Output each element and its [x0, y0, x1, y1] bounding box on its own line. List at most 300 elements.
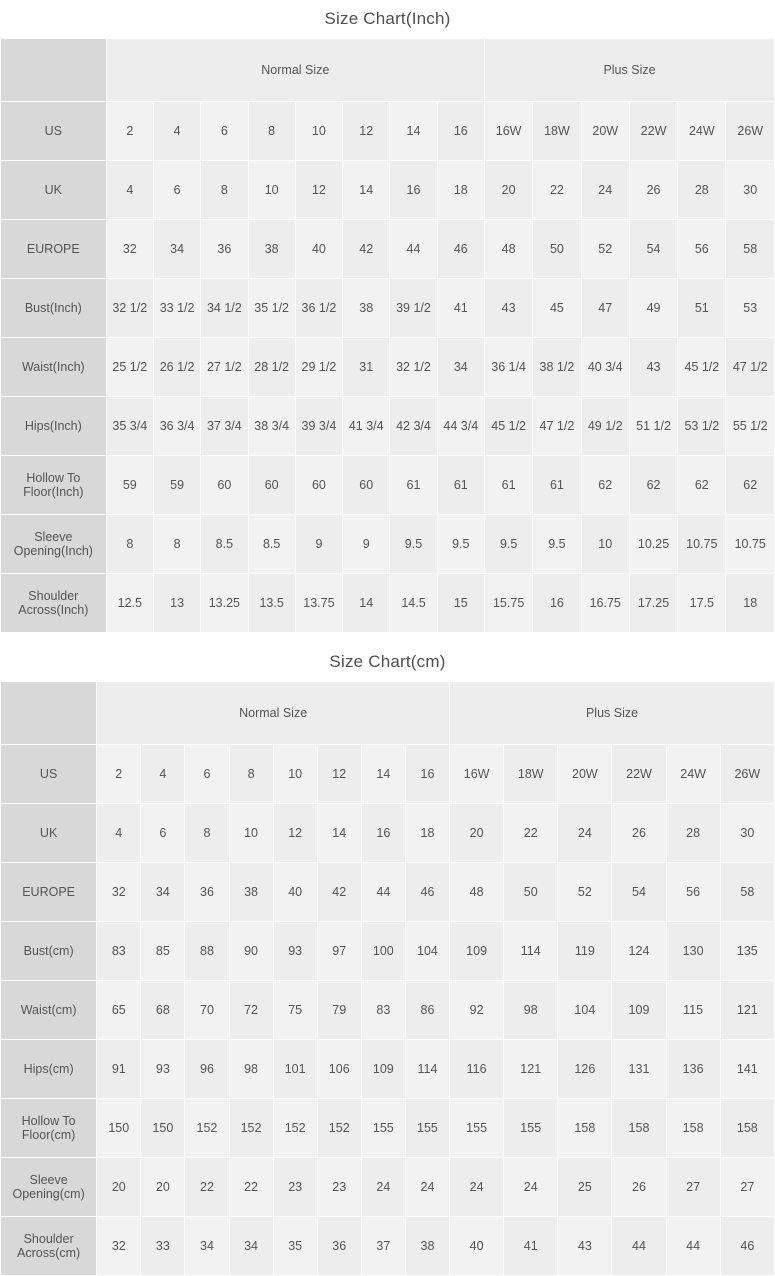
table-cell: 2: [97, 745, 141, 804]
table-cell: 4: [97, 804, 141, 863]
table-cell: 16: [361, 804, 405, 863]
table-cell: 38 3/4: [248, 397, 295, 456]
table-row: [1, 279, 775, 338]
table-cell: 114: [405, 1040, 449, 1099]
table-cell: 17.5: [678, 574, 726, 633]
table-cell: 72: [229, 981, 273, 1040]
table-cell: 36 1/2: [295, 279, 342, 338]
table-cell: 41: [504, 1217, 558, 1276]
table-cell: 158: [612, 1099, 666, 1158]
table-cell: 20W: [558, 745, 612, 804]
table-cell: 10: [229, 804, 273, 863]
table-cell: 152: [229, 1099, 273, 1158]
table-row-group-header: [1, 682, 775, 745]
table-cell: 22: [229, 1158, 273, 1217]
table-row: [1, 981, 775, 1040]
group-header-plus-size: Plus Size: [450, 682, 775, 745]
row-label-bust-cm: Bust(cm): [1, 922, 97, 981]
table-cell: 37: [361, 1217, 405, 1276]
table-cell: 8: [106, 515, 153, 574]
table-cell: 12: [343, 102, 390, 161]
table-row: [1, 1158, 775, 1217]
table-cell: 26W: [720, 745, 774, 804]
table-cell: 10.25: [629, 515, 677, 574]
row-label-hips-cm: Hips(cm): [1, 1040, 97, 1099]
table-cell: 42 3/4: [390, 397, 437, 456]
table-cell: 38: [405, 1217, 449, 1276]
table-cell: 24W: [666, 745, 720, 804]
table-cell: 121: [720, 981, 774, 1040]
table-cell: 43: [484, 279, 532, 338]
table-cell: 17.25: [629, 574, 677, 633]
table-cell: 36: [201, 220, 248, 279]
table-cell: 96: [185, 1040, 229, 1099]
table-cell: 61: [533, 456, 581, 515]
table-cell: 109: [450, 922, 504, 981]
table-cell: 152: [185, 1099, 229, 1158]
table-cell: 28: [666, 804, 720, 863]
table-cell: 65: [97, 981, 141, 1040]
table-cell: 115: [666, 981, 720, 1040]
table-cell: 20: [97, 1158, 141, 1217]
table-cell: 13.5: [248, 574, 295, 633]
table-cell: 18W: [533, 102, 581, 161]
table-cell: 51: [678, 279, 726, 338]
table-cell: 22: [185, 1158, 229, 1217]
table-cell: 114: [504, 922, 558, 981]
table-row: [1, 804, 775, 863]
table-cell: 124: [612, 922, 666, 981]
table-cell: 36 3/4: [153, 397, 200, 456]
corner-cell: [1, 682, 97, 745]
table-cell: 130: [666, 922, 720, 981]
table-cell: 41: [437, 279, 484, 338]
table-row: [1, 397, 775, 456]
table-row: [1, 515, 775, 574]
table-row: [1, 456, 775, 515]
table-cell: 12: [295, 161, 342, 220]
table-row: [1, 745, 775, 804]
table-cell: 52: [558, 863, 612, 922]
corner-cell: [1, 39, 107, 102]
row-label-europe: EUROPE: [1, 863, 97, 922]
table-cell: 16W: [450, 745, 504, 804]
group-header-normal-size: Normal Size: [97, 682, 450, 745]
table-cell: 60: [343, 456, 390, 515]
page-title-inch: Size Chart(Inch): [0, 0, 775, 38]
table-cell: 106: [317, 1040, 361, 1099]
table-cell: 155: [504, 1099, 558, 1158]
table-cell: 155: [405, 1099, 449, 1158]
row-label-hips-inch: Hips(Inch): [1, 397, 107, 456]
group-header-plus-size: Plus Size: [484, 39, 774, 102]
table-cell: 22W: [612, 745, 666, 804]
table-cell: 10: [273, 745, 317, 804]
table-cell: 41 3/4: [343, 397, 390, 456]
table-cell: 44: [390, 220, 437, 279]
table-cell: 10: [295, 102, 342, 161]
table-cell: 131: [612, 1040, 666, 1099]
table-cell: 104: [558, 981, 612, 1040]
table-cell: 155: [450, 1099, 504, 1158]
table-cell: 34 1/2: [201, 279, 248, 338]
table-cell: 26: [612, 804, 666, 863]
table-cell: 48: [484, 220, 532, 279]
table-cell: 16: [533, 574, 581, 633]
table-cell: 16.75: [581, 574, 629, 633]
row-label-sleeve-opening-cm: Sleeve Opening(cm): [1, 1158, 97, 1217]
table-cell: 24: [558, 804, 612, 863]
row-label-shoulder-across-inch: Shoulder Across(Inch): [1, 574, 107, 633]
table-cell: 27: [720, 1158, 774, 1217]
table-cell: 62: [678, 456, 726, 515]
table-cell: 109: [361, 1040, 405, 1099]
table-cell: 8.5: [201, 515, 248, 574]
table-cell: 22W: [629, 102, 677, 161]
table-cell: 24W: [678, 102, 726, 161]
table-cell: 14: [390, 102, 437, 161]
table-cell: 62: [629, 456, 677, 515]
row-label-waist-inch: Waist(Inch): [1, 338, 107, 397]
row-label-sleeve-opening-inch: Sleeve Opening(Inch): [1, 515, 107, 574]
table-cell: 54: [612, 863, 666, 922]
table-cell: 62: [581, 456, 629, 515]
table-row: [1, 1099, 775, 1158]
row-label-uk: UK: [1, 804, 97, 863]
table-cell: 47 1/2: [726, 338, 775, 397]
table-cell: 12: [317, 745, 361, 804]
table-cell: 34: [185, 1217, 229, 1276]
table-cell: 43: [629, 338, 677, 397]
table-cell: 45 1/2: [484, 397, 532, 456]
table-cell: 6: [185, 745, 229, 804]
table-cell: 93: [273, 922, 317, 981]
table-cell: 68: [141, 981, 185, 1040]
table-cell: 40 3/4: [581, 338, 629, 397]
table-cell: 16: [405, 745, 449, 804]
table-cell: 8: [248, 102, 295, 161]
table-cell: 58: [720, 863, 774, 922]
table-cell: 152: [273, 1099, 317, 1158]
table-cell: 150: [97, 1099, 141, 1158]
table-cell: 104: [405, 922, 449, 981]
table-cell: 20: [450, 804, 504, 863]
table-cell: 55 1/2: [726, 397, 775, 456]
table-cell: 16: [390, 161, 437, 220]
table-cell: 46: [437, 220, 484, 279]
table-cell: 150: [141, 1099, 185, 1158]
table-cell: 42: [343, 220, 390, 279]
table-cell: 10: [248, 161, 295, 220]
table-cell: 53 1/2: [678, 397, 726, 456]
table-cell: 44: [361, 863, 405, 922]
table-cell: 47: [581, 279, 629, 338]
table-cell: 14: [317, 804, 361, 863]
table-row: [1, 338, 775, 397]
table-cell: 28: [678, 161, 726, 220]
section-divider: [0, 633, 775, 643]
table-cell: 10.75: [678, 515, 726, 574]
table-cell: 38: [248, 220, 295, 279]
table-cell: 9: [295, 515, 342, 574]
table-cell: 20W: [581, 102, 629, 161]
table-cell: 40: [273, 863, 317, 922]
table-cell: 47 1/2: [533, 397, 581, 456]
table-cell: 158: [720, 1099, 774, 1158]
table-cell: 40: [295, 220, 342, 279]
size-chart-inch-table: [0, 38, 775, 633]
table-cell: 13.25: [201, 574, 248, 633]
table-cell: 13.75: [295, 574, 342, 633]
table-cell: 83: [97, 922, 141, 981]
table-row: [1, 161, 775, 220]
table-cell: 86: [405, 981, 449, 1040]
table-cell: 38: [229, 863, 273, 922]
table-cell: 37 3/4: [201, 397, 248, 456]
table-cell: 101: [273, 1040, 317, 1099]
table-cell: 9.5: [437, 515, 484, 574]
table-cell: 24: [450, 1158, 504, 1217]
row-label-bust-inch: Bust(Inch): [1, 279, 107, 338]
table-cell: 62: [726, 456, 775, 515]
table-cell: 116: [450, 1040, 504, 1099]
table-cell: 23: [317, 1158, 361, 1217]
table-cell: 61: [437, 456, 484, 515]
table-cell: 45 1/2: [678, 338, 726, 397]
table-cell: 18: [405, 804, 449, 863]
table-cell: 24: [405, 1158, 449, 1217]
table-cell: 26 1/2: [153, 338, 200, 397]
table-row: [1, 220, 775, 279]
table-cell: 8: [185, 804, 229, 863]
table-cell: 22: [533, 161, 581, 220]
table-cell: 30: [720, 804, 774, 863]
table-cell: 36: [185, 863, 229, 922]
table-cell: 43: [558, 1217, 612, 1276]
table-cell: 9: [343, 515, 390, 574]
table-row: [1, 863, 775, 922]
table-cell: 8: [229, 745, 273, 804]
table-cell: 60: [201, 456, 248, 515]
table-cell: 30: [726, 161, 775, 220]
table-cell: 91: [97, 1040, 141, 1099]
table-cell: 40: [450, 1217, 504, 1276]
table-cell: 14: [343, 161, 390, 220]
table-cell: 32: [97, 1217, 141, 1276]
table-cell: 141: [720, 1040, 774, 1099]
table-cell: 52: [581, 220, 629, 279]
table-cell: 59: [153, 456, 200, 515]
table-cell: 26W: [726, 102, 775, 161]
table-cell: 26: [612, 1158, 666, 1217]
row-label-us: US: [1, 745, 97, 804]
table-cell: 24: [361, 1158, 405, 1217]
table-row: [1, 574, 775, 633]
row-label-waist-cm: Waist(cm): [1, 981, 97, 1040]
table-cell: 49: [629, 279, 677, 338]
table-cell: 32 1/2: [390, 338, 437, 397]
table-cell: 2: [106, 102, 153, 161]
table-cell: 58: [726, 220, 775, 279]
table-cell: 35 1/2: [248, 279, 295, 338]
table-cell: 59: [106, 456, 153, 515]
table-cell: 34: [153, 220, 200, 279]
table-row: [1, 102, 775, 161]
table-cell: 32: [97, 863, 141, 922]
table-cell: 9.5: [484, 515, 532, 574]
table-cell: 56: [678, 220, 726, 279]
table-cell: 25: [558, 1158, 612, 1217]
table-cell: 4: [141, 745, 185, 804]
table-cell: 44: [666, 1217, 720, 1276]
table-cell: 18: [726, 574, 775, 633]
table-cell: 8: [201, 161, 248, 220]
table-cell: 14: [343, 574, 390, 633]
table-cell: 60: [248, 456, 295, 515]
table-cell: 136: [666, 1040, 720, 1099]
table-cell: 14: [361, 745, 405, 804]
size-chart-cm-table: [0, 681, 775, 1276]
table-cell: 24: [504, 1158, 558, 1217]
table-cell: 46: [405, 863, 449, 922]
table-cell: 27 1/2: [201, 338, 248, 397]
row-label-shoulder-across-cm: Shoulder Across(cm): [1, 1217, 97, 1276]
table-cell: 22: [504, 804, 558, 863]
table-cell: 100: [361, 922, 405, 981]
table-cell: 60: [295, 456, 342, 515]
table-cell: 18: [437, 161, 484, 220]
table-cell: 12: [273, 804, 317, 863]
table-row-group-header: [1, 39, 775, 102]
table-cell: 70: [185, 981, 229, 1040]
table-cell: 31: [343, 338, 390, 397]
table-cell: 8: [153, 515, 200, 574]
table-row: [1, 1040, 775, 1099]
table-cell: 155: [361, 1099, 405, 1158]
table-cell: 14.5: [390, 574, 437, 633]
table-row: [1, 1217, 775, 1276]
table-cell: 45: [533, 279, 581, 338]
table-cell: 34: [229, 1217, 273, 1276]
table-cell: 75: [273, 981, 317, 1040]
table-cell: 9.5: [390, 515, 437, 574]
row-label-us: US: [1, 102, 107, 161]
table-cell: 25 1/2: [106, 338, 153, 397]
table-cell: 152: [317, 1099, 361, 1158]
table-cell: 4: [153, 102, 200, 161]
table-cell: 32 1/2: [106, 279, 153, 338]
table-cell: 20: [141, 1158, 185, 1217]
table-cell: 126: [558, 1040, 612, 1099]
table-cell: 88: [185, 922, 229, 981]
table-cell: 28 1/2: [248, 338, 295, 397]
table-cell: 6: [153, 161, 200, 220]
table-cell: 35: [273, 1217, 317, 1276]
table-cell: 50: [533, 220, 581, 279]
table-cell: 13: [153, 574, 200, 633]
table-cell: 158: [666, 1099, 720, 1158]
table-cell: 83: [361, 981, 405, 1040]
table-cell: 61: [390, 456, 437, 515]
table-cell: 97: [317, 922, 361, 981]
table-cell: 92: [450, 981, 504, 1040]
table-cell: 10: [581, 515, 629, 574]
table-cell: 53: [726, 279, 775, 338]
table-cell: 8.5: [248, 515, 295, 574]
table-cell: 6: [201, 102, 248, 161]
table-cell: 35 3/4: [106, 397, 153, 456]
table-cell: 24: [581, 161, 629, 220]
table-cell: 121: [504, 1040, 558, 1099]
table-row: [1, 922, 775, 981]
table-cell: 61: [484, 456, 532, 515]
table-cell: 16W: [484, 102, 532, 161]
table-cell: 135: [720, 922, 774, 981]
group-header-normal-size: Normal Size: [106, 39, 484, 102]
table-cell: 98: [229, 1040, 273, 1099]
table-cell: 10.75: [726, 515, 775, 574]
table-cell: 36 1/4: [484, 338, 532, 397]
table-cell: 26: [629, 161, 677, 220]
table-cell: 44 3/4: [437, 397, 484, 456]
table-cell: 46: [720, 1217, 774, 1276]
table-cell: 109: [612, 981, 666, 1040]
table-cell: 18W: [504, 745, 558, 804]
table-cell: 4: [106, 161, 153, 220]
row-label-uk: UK: [1, 161, 107, 220]
row-label-europe: EUROPE: [1, 220, 107, 279]
table-cell: 6: [141, 804, 185, 863]
table-cell: 49 1/2: [581, 397, 629, 456]
table-cell: 33: [141, 1217, 185, 1276]
table-cell: 32: [106, 220, 153, 279]
table-cell: 15.75: [484, 574, 532, 633]
row-label-hollow-to-floor-inch: Hollow To Floor(Inch): [1, 456, 107, 515]
table-cell: 20: [484, 161, 532, 220]
table-cell: 119: [558, 922, 612, 981]
page-title-cm: Size Chart(cm): [0, 643, 775, 681]
table-cell: 39 1/2: [390, 279, 437, 338]
table-cell: 54: [629, 220, 677, 279]
table-cell: 33 1/2: [153, 279, 200, 338]
table-cell: 15: [437, 574, 484, 633]
table-cell: 98: [504, 981, 558, 1040]
table-cell: 56: [666, 863, 720, 922]
table-cell: 85: [141, 922, 185, 981]
table-cell: 48: [450, 863, 504, 922]
table-cell: 93: [141, 1040, 185, 1099]
row-label-hollow-to-floor-cm: Hollow To Floor(cm): [1, 1099, 97, 1158]
table-cell: 27: [666, 1158, 720, 1217]
table-cell: 16: [437, 102, 484, 161]
table-cell: 12.5: [106, 574, 153, 633]
table-cell: 42: [317, 863, 361, 922]
table-cell: 29 1/2: [295, 338, 342, 397]
table-cell: 23: [273, 1158, 317, 1217]
table-cell: 51 1/2: [629, 397, 677, 456]
table-cell: 39 3/4: [295, 397, 342, 456]
table-cell: 34: [437, 338, 484, 397]
table-cell: 38 1/2: [533, 338, 581, 397]
table-cell: 9.5: [533, 515, 581, 574]
table-cell: 158: [558, 1099, 612, 1158]
table-cell: 44: [612, 1217, 666, 1276]
table-cell: 90: [229, 922, 273, 981]
table-cell: 50: [504, 863, 558, 922]
table-cell: 34: [141, 863, 185, 922]
table-cell: 79: [317, 981, 361, 1040]
table-cell: 36: [317, 1217, 361, 1276]
